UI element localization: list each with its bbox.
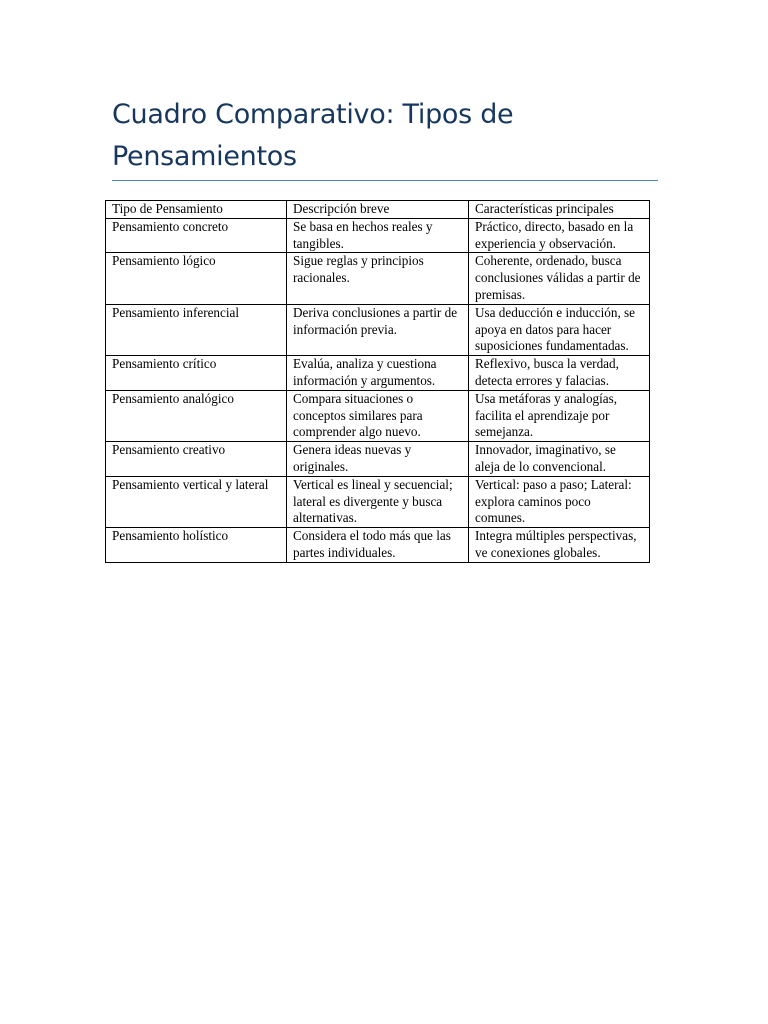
cell-description: Evalúa, analiza y cuestiona información y argumentos. [287, 356, 469, 391]
column-header-description: Descripción breve [287, 201, 469, 219]
cell-description: Sigue reglas y principios racionales. [287, 253, 469, 304]
cell-characteristics: Práctico, directo, basado en la experiencia y observación. [469, 218, 650, 253]
cell-type: Pensamiento holístico [106, 528, 287, 563]
cell-characteristics: Usa metáforas y analogías, facilita el aprendizaje por semejanza. [469, 390, 650, 441]
cell-description: Genera ideas nuevas y originales. [287, 442, 469, 477]
cell-description: Compara situaciones o conceptos similares para comprender algo nuevo. [287, 390, 469, 441]
table-row [106, 528, 650, 563]
cell-type: Pensamiento vertical y lateral [106, 476, 287, 527]
table-row [106, 304, 650, 355]
cell-type: Pensamiento inferencial [106, 304, 287, 355]
cell-type: Pensamiento creativo [106, 442, 287, 477]
comparison-table [105, 200, 650, 563]
table-row [106, 253, 650, 304]
cell-characteristics: Usa deducción e inducción, se apoya en datos para hacer suposiciones fundamentadas. [469, 304, 650, 355]
column-header-characteristics: Características principales [469, 201, 650, 219]
cell-characteristics: Vertical: paso a paso; Lateral: explora caminos poco comunes. [469, 476, 650, 527]
page-title: Cuadro Comparativo: Tipos de Pensamientos [112, 99, 514, 172]
cell-characteristics: Innovador, imaginativo, se aleja de lo convencional. [469, 442, 650, 477]
table-row [106, 356, 650, 391]
cell-description: Vertical es lineal y secuencial; lateral es divergente y busca alternativas. [287, 476, 469, 527]
cell-description: Deriva conclusiones a partir de información previa. [287, 304, 469, 355]
cell-type: Pensamiento lógico [106, 253, 287, 304]
cell-type: Pensamiento concreto [106, 218, 287, 253]
table-header-row [106, 201, 650, 219]
table-row [106, 476, 650, 527]
cell-description: Se basa en hechos reales y tangibles. [287, 218, 469, 253]
cell-characteristics: Integra múltiples perspectivas, ve conexiones globales. [469, 528, 650, 563]
cell-type: Pensamiento crítico [106, 356, 287, 391]
table-row [106, 442, 650, 477]
column-header-type: Tipo de Pensamiento [106, 201, 287, 219]
cell-description: Considera el todo más que las partes individuales. [287, 528, 469, 563]
cell-characteristics: Reflexivo, busca la verdad, detecta errores y falacias. [469, 356, 650, 391]
cell-characteristics: Coherente, ordenado, busca conclusiones válidas a partir de premisas. [469, 253, 650, 304]
title-divider [112, 180, 658, 181]
table-row [106, 390, 650, 441]
table-row [106, 218, 650, 253]
cell-type: Pensamiento analógico [106, 390, 287, 441]
